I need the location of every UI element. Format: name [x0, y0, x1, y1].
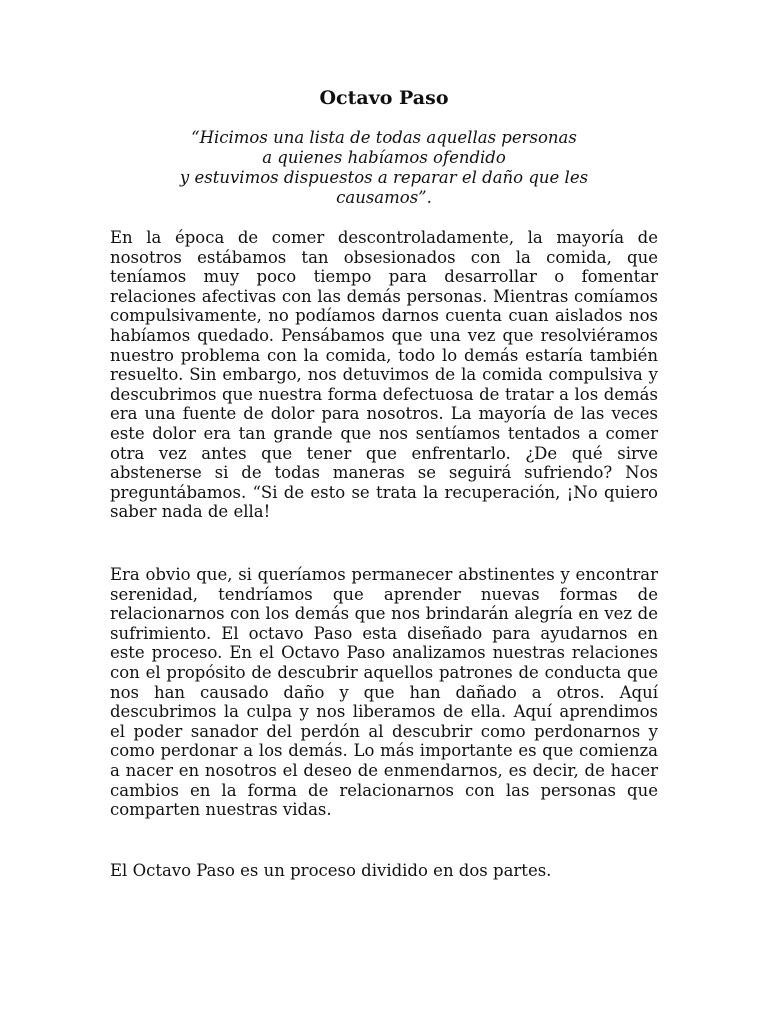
- body-paragraph: Era obvio que, si queríamos permanecer abstinentes y encontrar serenidad, tendríamos que aprender nuevas formas de relacionarnos con los demás que nos brindarán alegría en vez de sufrimiento. El octavo Paso esta diseñado para ayudarnos en este proceso. En el Octavo Paso analizamos nuestras relaciones con el propósito de descubrir aquellos patrones de conducta que nos han causado daño y que han dañado a otros. Aquí descubrimos la culpa y nos liberamos de ella. Aquí aprendimos el poder sanador del perdón al descubrir como perdonarnos y como perdonar a los demás. Lo más importante es que comienza a nacer en nosotros el deseo de enmendarnos, es decir, de hacer cambios en la forma de relacionarnos con las personas que comparten nuestras vidas.: [110, 565, 658, 820]
- body-paragraph: El Octavo Paso es un proceso dividido en dos partes.: [110, 861, 552, 880]
- epigraph-line: causamos”.: [336, 188, 432, 207]
- epigraph-quote: [110, 128, 658, 208]
- epigraph-line: y estuvimos dispuestos a reparar el daño que les: [179, 168, 589, 187]
- document-title: Octavo Paso: [319, 87, 449, 109]
- body-paragraph: En la época de comer descontroladamente, la mayoría de nosotros estábamos tan obsesionados con la comida, que teníamos muy poco tiempo para desarrollar o fomentar relaciones afectivas con las demás personas. Mientras comíamos compulsivamente, no podíamos darnos cuenta cuan aislados nos habíamos quedado. Pensábamos que una vez que resolviéramos nuestro problema con la comida, todo lo demás estaría también resuelto. Sin embargo, nos detuvimos de la comida compulsiva y descubrimos que nuestra forma defectuosa de tratar a los demás era una fuente de dolor para nosotros. La mayoría de las veces este dolor era tan grande que nos sentíamos tentados a comer otra vez antes que tener que enfrentarlo. ¿De qué sirve abstenerse si de todas maneras se seguirá sufriendo? Nos preguntábamos. “Si de esto se trata la recuperación, ¡No quiero saber nada de ella!: [110, 228, 658, 522]
- epigraph-line: a quienes habíamos ofendido: [262, 148, 506, 167]
- epigraph-line: “Hicimos una lista de todas aquellas personas: [191, 128, 577, 147]
